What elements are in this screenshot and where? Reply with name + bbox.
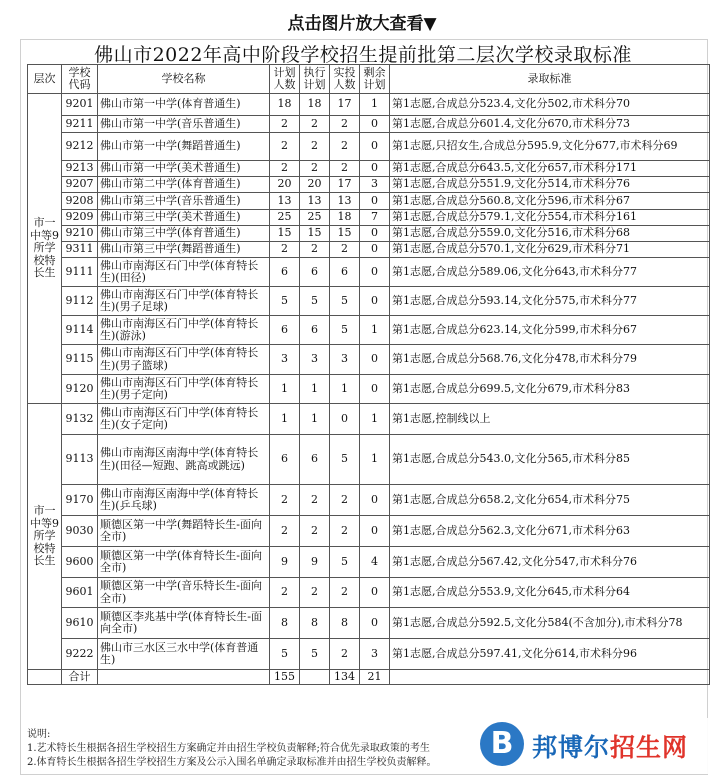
cell-standard: 第1志愿,合成总分562.3,文化分671,市术科分63 (390, 516, 710, 547)
cell-actual: 5 (330, 547, 360, 578)
total-label: 合计 (62, 670, 98, 685)
cell-standard: 第1志愿,合成总分601.4,文化分670,市术科分73 (390, 116, 710, 133)
table-row (28, 639, 710, 670)
table-row (28, 404, 710, 435)
zoom-hint: 点击图片放大查看▼ (287, 14, 437, 34)
cell-actual: 13 (330, 193, 360, 210)
cell-exec: 2 (300, 516, 330, 547)
cell-name: 佛山市第一中学(舞蹈普通生) (98, 133, 270, 161)
cell-exec: 6 (300, 316, 330, 345)
total-name-blank (98, 670, 270, 685)
cell-code: 9610 (62, 608, 98, 639)
cell-exec: 5 (300, 287, 330, 316)
group-label: 市一中等9所学校特长生 (28, 94, 62, 404)
cell-standard: 第1志愿,合成总分658.2,文化分654,市术科分75 (390, 485, 710, 516)
cell-exec: 2 (300, 242, 330, 258)
table-body (28, 94, 710, 685)
cell-plan: 6 (270, 258, 300, 287)
table-header-row (28, 65, 710, 94)
total-standard (390, 670, 710, 685)
cell-exec: 2 (300, 578, 330, 608)
notes-line-1: 1.艺术特长生根据各招生学校招生方案确定并由招生学校负责解释;符合优先录取政策的考生 (27, 743, 430, 754)
cell-name: 佛山市南海区石门中学(体育特长生)(男子篮球) (98, 345, 270, 375)
table-row (28, 193, 710, 210)
cell-name: 佛山市南海区石门中学(体育特长生)(男子定向) (98, 375, 270, 404)
cell-standard: 第1志愿,合成总分579.1,文化分554,市术科分161 (390, 210, 710, 226)
cell-code: 9111 (62, 258, 98, 287)
cell-code: 9212 (62, 133, 98, 161)
cell-plan: 3 (270, 345, 300, 375)
cell-remain: 0 (360, 226, 390, 242)
header-standard: 录取标准 (390, 65, 710, 94)
cell-name: 佛山市第一中学(美术普通生) (98, 161, 270, 177)
table-row (28, 226, 710, 242)
cell-actual: 0 (330, 404, 360, 435)
total-remain: 21 (360, 670, 390, 685)
notes-line-2: 2.体育特长生根据各招生学校招生方案及公示入围名单确定录取标准并由招生学校负责解释。 (27, 757, 437, 768)
logo-text-b: 招生网 (610, 733, 689, 762)
cell-actual: 2 (330, 161, 360, 177)
cell-remain: 0 (360, 578, 390, 608)
cell-remain: 1 (360, 404, 390, 435)
cell-name: 佛山市南海区石门中学(体育特长生)(游泳) (98, 316, 270, 345)
cell-name: 佛山市第一中学(音乐普通生) (98, 116, 270, 133)
cell-actual: 1 (330, 375, 360, 404)
cell-code: 9210 (62, 226, 98, 242)
cell-standard: 第1志愿,合成总分567.42,文化分547,市术科分76 (390, 547, 710, 578)
cell-plan: 6 (270, 316, 300, 345)
cell-code: 9208 (62, 193, 98, 210)
cell-remain: 1 (360, 435, 390, 485)
cell-name: 佛山市南海区石门中学(体育特长生)(田径) (98, 258, 270, 287)
cell-exec: 1 (300, 404, 330, 435)
cell-code: 9030 (62, 516, 98, 547)
cell-actual: 2 (330, 485, 360, 516)
table-row (28, 242, 710, 258)
header-actual: 实投人数 (330, 65, 360, 94)
cell-exec: 2 (300, 485, 330, 516)
cell-remain: 1 (360, 316, 390, 345)
header-code: 学校代码 (62, 65, 98, 94)
cell-name: 佛山市南海区石门中学(体育特长生)(男子足球) (98, 287, 270, 316)
total-row (28, 670, 710, 685)
cell-code: 9120 (62, 375, 98, 404)
logo-text (532, 728, 688, 764)
cell-standard: 第1志愿,合成总分551.9,文化分514,市术科分76 (390, 177, 710, 193)
cell-code: 9112 (62, 287, 98, 316)
cell-name: 佛山市第三中学(音乐普通生) (98, 193, 270, 210)
cell-name: 佛山市南海区石门中学(体育特长生)(女子定向) (98, 404, 270, 435)
cell-exec: 1 (300, 375, 330, 404)
cell-plan: 6 (270, 435, 300, 485)
table-row (28, 375, 710, 404)
cell-actual: 2 (330, 116, 360, 133)
cell-code: 9601 (62, 578, 98, 608)
cell-standard: 第1志愿,合成总分643.5,文化分657,市术科分171 (390, 161, 710, 177)
cell-remain: 0 (360, 258, 390, 287)
cell-plan: 1 (270, 375, 300, 404)
cell-standard: 第1志愿,合成总分597.41,文化分614,市术科分96 (390, 639, 710, 670)
cell-exec: 15 (300, 226, 330, 242)
cell-exec: 2 (300, 116, 330, 133)
cell-actual: 2 (330, 578, 360, 608)
cell-plan: 5 (270, 639, 300, 670)
cell-name: 佛山市三水区三水中学(体育普通生) (98, 639, 270, 670)
cell-name: 佛山市南海区南海中学(体育特长生)(田径—短跑、跳高或跳远) (98, 435, 270, 485)
header-exec: 执行计划 (300, 65, 330, 94)
cell-standard: 第1志愿,合成总分560.8,文化分596,市术科分67 (390, 193, 710, 210)
table-row (28, 133, 710, 161)
table-row (28, 94, 710, 116)
table-row (28, 608, 710, 639)
cell-actual: 5 (330, 287, 360, 316)
notes-heading: 说明: (27, 729, 51, 740)
cell-code: 9114 (62, 316, 98, 345)
cell-remain: 0 (360, 242, 390, 258)
table-row (28, 578, 710, 608)
cell-code: 9115 (62, 345, 98, 375)
table-row (28, 210, 710, 226)
cell-exec: 13 (300, 193, 330, 210)
cell-actual: 6 (330, 258, 360, 287)
table-row (28, 258, 710, 287)
cell-plan: 20 (270, 177, 300, 193)
cell-remain: 7 (360, 210, 390, 226)
cell-plan: 18 (270, 94, 300, 116)
cell-code: 9213 (62, 161, 98, 177)
admission-table (27, 64, 710, 685)
table-row (28, 485, 710, 516)
logo-badge: B (480, 722, 524, 766)
cell-name: 佛山市第一中学(体育普通生) (98, 94, 270, 116)
table-row (28, 287, 710, 316)
cell-exec: 18 (300, 94, 330, 116)
cell-code: 9207 (62, 177, 98, 193)
cell-code: 9201 (62, 94, 98, 116)
total-exec (300, 670, 330, 685)
site-logo[interactable] (474, 718, 714, 774)
cell-actual: 15 (330, 226, 360, 242)
header-remain: 剩余计划 (360, 65, 390, 94)
cell-remain: 0 (360, 116, 390, 133)
cell-remain: 1 (360, 94, 390, 116)
cell-plan: 8 (270, 608, 300, 639)
cell-name: 佛山市第三中学(舞蹈普通生) (98, 242, 270, 258)
table-row (28, 161, 710, 177)
cell-code: 9113 (62, 435, 98, 485)
cell-exec: 20 (300, 177, 330, 193)
cell-standard: 第1志愿,合成总分543.0,文化分565,市术科分85 (390, 435, 710, 485)
cell-remain: 0 (360, 516, 390, 547)
cell-plan: 2 (270, 578, 300, 608)
cell-exec: 2 (300, 161, 330, 177)
total-actual: 134 (330, 670, 360, 685)
cell-actual: 2 (330, 639, 360, 670)
cell-actual: 2 (330, 242, 360, 258)
cell-exec: 3 (300, 345, 330, 375)
cell-standard: 第1志愿,合成总分699.5,文化分679,市术科分83 (390, 375, 710, 404)
cell-remain: 0 (360, 345, 390, 375)
cell-plan: 2 (270, 242, 300, 258)
cell-standard: 第1志愿,合成总分559.0,文化分516,市术科分68 (390, 226, 710, 242)
cell-name: 佛山市南海区南海中学(体育特长生)(乒乓球) (98, 485, 270, 516)
cell-standard: 第1志愿,合成总分589.06,文化分643,市术科分77 (390, 258, 710, 287)
cell-remain: 0 (360, 287, 390, 316)
header-name: 学校名称 (98, 65, 270, 94)
cell-plan: 2 (270, 516, 300, 547)
cell-name: 顺德区第一中学(体育特长生-面向全市) (98, 547, 270, 578)
logo-text-a: 邦博尔 (532, 733, 611, 762)
cell-plan: 1 (270, 404, 300, 435)
cell-plan: 15 (270, 226, 300, 242)
cell-exec: 25 (300, 210, 330, 226)
cell-actual: 17 (330, 177, 360, 193)
table-row (28, 516, 710, 547)
cell-exec: 6 (300, 258, 330, 287)
cell-standard: 第1志愿,合成总分593.14,文化分575,市术科分77 (390, 287, 710, 316)
cell-actual: 5 (330, 316, 360, 345)
table-row (28, 316, 710, 345)
cell-standard: 第1志愿,合成总分553.9,文化分645,市术科分64 (390, 578, 710, 608)
cell-code: 9222 (62, 639, 98, 670)
cell-plan: 25 (270, 210, 300, 226)
cell-plan: 5 (270, 287, 300, 316)
cell-standard: 第1志愿,只招女生,合成总分595.9,文化分677,市术科分69 (390, 133, 710, 161)
cell-plan: 2 (270, 116, 300, 133)
table-row (28, 345, 710, 375)
group-label: 市一中等9所学校特长生 (28, 404, 62, 670)
cell-standard: 第1志愿,合成总分523.4,文化分502,市术科分70 (390, 94, 710, 116)
header-plan: 计划人数 (270, 65, 300, 94)
cell-plan: 2 (270, 485, 300, 516)
header-level: 层次 (28, 65, 62, 94)
cell-code: 9170 (62, 485, 98, 516)
total-plan: 155 (270, 670, 300, 685)
document-title: 佛山市2022年高中阶段学校招生提前批第二层次学校录取标准 (94, 44, 632, 66)
cell-actual: 18 (330, 210, 360, 226)
cell-standard: 第1志愿,合成总分568.76,文化分478,市术科分79 (390, 345, 710, 375)
cell-standard: 第1志愿,合成总分570.1,文化分629,市术科分71 (390, 242, 710, 258)
cell-remain: 0 (360, 608, 390, 639)
cell-name: 顺德区第一中学(音乐特长生-面向全市) (98, 578, 270, 608)
cell-remain: 0 (360, 161, 390, 177)
cell-actual: 5 (330, 435, 360, 485)
cell-code: 9600 (62, 547, 98, 578)
cell-name: 佛山市第三中学(美术普通生) (98, 210, 270, 226)
cell-exec: 9 (300, 547, 330, 578)
cell-remain: 0 (360, 193, 390, 210)
cell-actual: 3 (330, 345, 360, 375)
cell-exec: 6 (300, 435, 330, 485)
cell-actual: 17 (330, 94, 360, 116)
cell-code: 9209 (62, 210, 98, 226)
cell-actual: 2 (330, 133, 360, 161)
cell-standard: 第1志愿,控制线以上 (390, 404, 710, 435)
cell-standard: 第1志愿,合成总分623.14,文化分599,市术科分67 (390, 316, 710, 345)
cell-actual: 8 (330, 608, 360, 639)
table-row (28, 116, 710, 133)
cell-plan: 2 (270, 161, 300, 177)
cell-actual: 2 (330, 516, 360, 547)
cell-code: 9211 (62, 116, 98, 133)
cell-name: 顺德区第一中学(舞蹈特长生-面向全市) (98, 516, 270, 547)
cell-name: 佛山市第三中学(体育普通生) (98, 226, 270, 242)
cell-remain: 0 (360, 375, 390, 404)
total-blank (28, 670, 62, 685)
cell-plan: 13 (270, 193, 300, 210)
cell-remain: 3 (360, 639, 390, 670)
cell-standard: 第1志愿,合成总分592.5,文化分584(不含加分),市术科分78 (390, 608, 710, 639)
cell-code: 9311 (62, 242, 98, 258)
cell-remain: 3 (360, 177, 390, 193)
cell-plan: 9 (270, 547, 300, 578)
cell-remain: 4 (360, 547, 390, 578)
cell-code: 9132 (62, 404, 98, 435)
cell-exec: 5 (300, 639, 330, 670)
cell-exec: 8 (300, 608, 330, 639)
table-row (28, 547, 710, 578)
cell-plan: 2 (270, 133, 300, 161)
cell-remain: 0 (360, 485, 390, 516)
table-row (28, 177, 710, 193)
cell-exec: 2 (300, 133, 330, 161)
cell-name: 佛山市第二中学(体育普通生) (98, 177, 270, 193)
cell-remain: 0 (360, 133, 390, 161)
cell-name: 顺德区李兆基中学(体育特长生-面向全市) (98, 608, 270, 639)
table-row (28, 435, 710, 485)
